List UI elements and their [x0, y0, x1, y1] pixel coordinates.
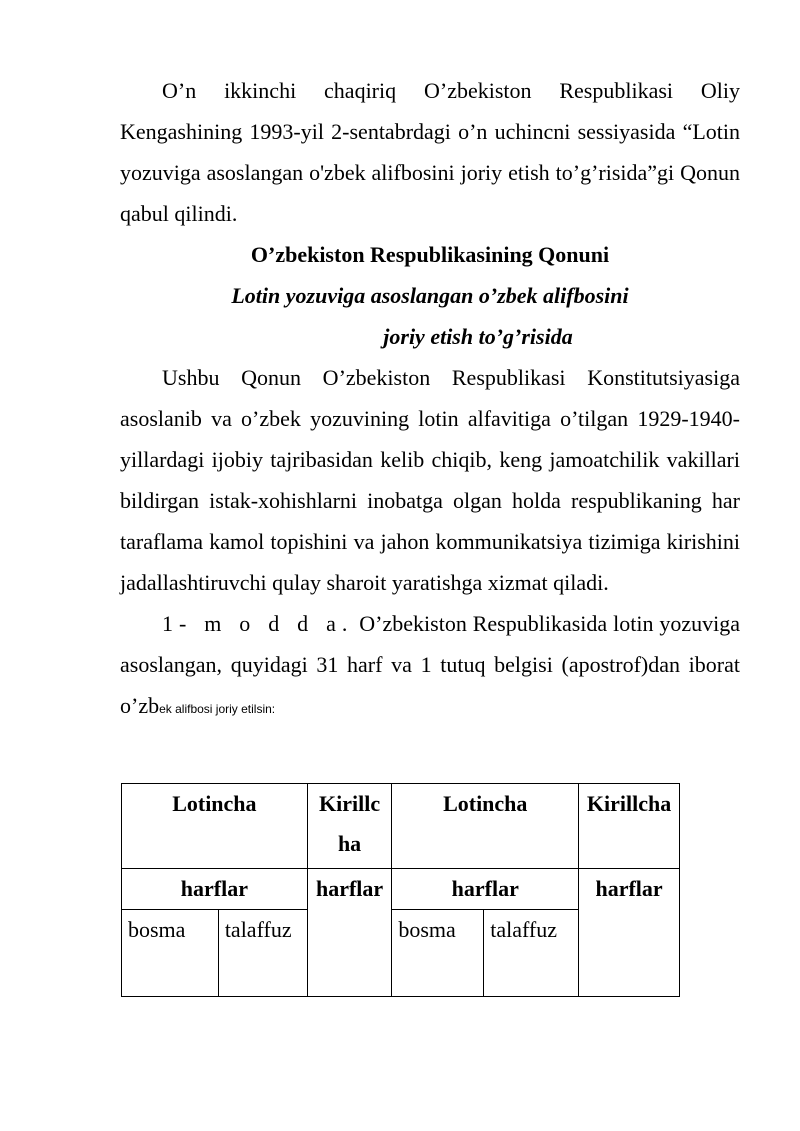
law-subtitle-line1: Lotin yozuviga asoslangan o’zbek alifbosini: [231, 283, 629, 308]
letters-cyrillic-1-text: harflar: [315, 876, 384, 901]
preamble-paragraph: Ushbu Qonun O’zbekiston Respublikasi Konstitutsiyasiga asoslanib va o’zbek yozuvining lotin alfavitiga o’tilgan 1929-1940-yillardagi ijobiy tajribasidan kelib chiqib, keng jamoatchilik vakillari bildirgan istak-xohishlarni inobatga olgan holda respublikaning har taraflama kamol topishini va jahon kommunikatsiya tizimiga kirishini jadallashtiruvchi qulay sharoit yaratishga xizmat qiladi.: [120, 365, 740, 595]
letters-cyrillic-1: [307, 869, 392, 997]
header-cyrillic-2-text: Kirillcha: [586, 791, 672, 816]
header-latin-1: Lotincha: [122, 784, 308, 869]
header-cyrillic-1-text: Kirillcha: [319, 791, 381, 856]
header-latin-2: Lotincha: [392, 784, 579, 869]
table-letters-row: [122, 869, 680, 910]
law-subtitle-line2: joriy etish to’g’risida: [383, 324, 573, 349]
article-1-paragraph: [120, 603, 740, 730]
header-cyrillic-2: [579, 784, 680, 869]
letters-cyrillic-2: harflar: [579, 869, 680, 997]
article-1-text: O’zbekiston Respublikasida lotin yozuviga asoslangan, quyidagi 31 harf va 1 tutuq belgisi (apostrof)dan iborat o’zb: [120, 611, 741, 718]
pronunciation-1: talaffuz: [218, 910, 307, 997]
letters-latin-2: harflar: [392, 869, 579, 910]
table-header-row: [122, 784, 680, 869]
article-1-label: 1- m o d d a.: [162, 611, 354, 636]
intro-paragraph: O’n ikkinchi chaqiriq O’zbekiston Respublikasi Oliy Kengashining 1993-yil 2-sentabrdagi o’n uchincni sessiyasida “Lotin yozuviga asoslangan o'zbek alifbosini joriy etish to’g’risida”gi Qonun qabul qilindi.: [120, 78, 740, 226]
header-cyrillic-1: [307, 784, 392, 869]
law-heading: O’zbekiston Respublikasining Qonuni: [250, 242, 610, 267]
pronunciation-2: talaffuz: [484, 910, 579, 997]
document-page: [120, 70, 740, 730]
print-form-2: bosma: [392, 910, 484, 997]
article-1-tail: ek alifbosi joriy etilsin:: [159, 702, 276, 716]
letters-latin-1: harflar: [122, 869, 308, 910]
alphabet-table: [121, 783, 680, 997]
print-form-1: bosma: [122, 910, 219, 997]
